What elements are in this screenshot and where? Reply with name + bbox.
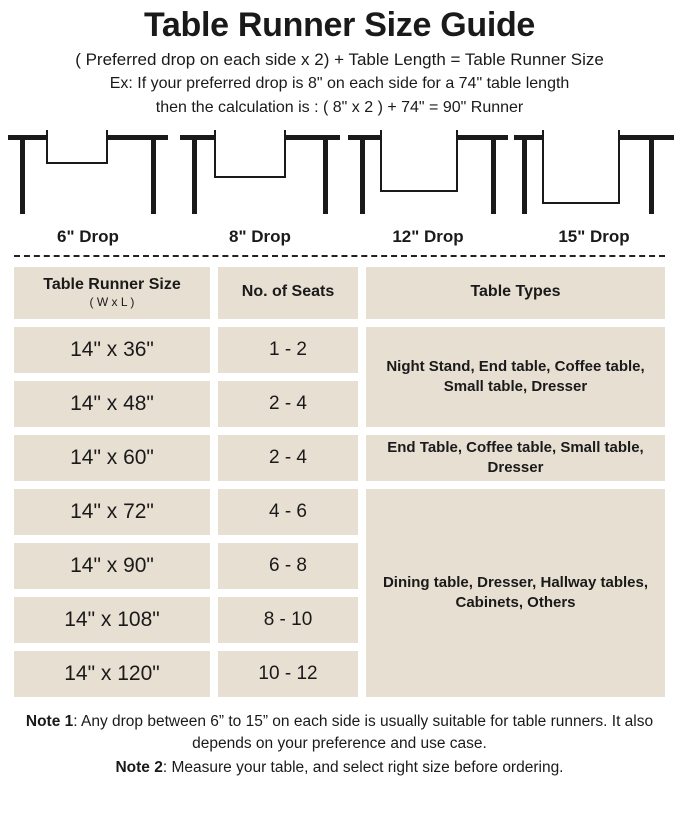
example-line-2: then the calculation is : ( 8" x 2 ) + 74" = 90" Runner bbox=[155, 99, 524, 117]
note-1-label: Note 1 bbox=[25, 712, 74, 730]
page-title: Table Runner Size Guide bbox=[143, 6, 536, 44]
table-row: 6 - 8 bbox=[218, 543, 358, 589]
header-runner-size bbox=[14, 267, 210, 319]
table-row: 8 - 10 bbox=[218, 597, 358, 643]
example-line-1: Ex: If your preferred drop is 8" on each side for a 74" table length bbox=[109, 75, 570, 93]
drop-illustration-8 bbox=[180, 127, 340, 246]
table-leg-right bbox=[323, 140, 328, 214]
size-table bbox=[14, 267, 665, 705]
formula-text: ( Preferred drop on each side x 2) + Table Length = Table Runner Size bbox=[75, 50, 604, 70]
note-1-text: : Any drop between 6” to 15” on each side is usually suitable for table runners. It also depends on your preference and use case. bbox=[73, 712, 654, 752]
column-table-types bbox=[366, 267, 665, 705]
table-row: 14" x 48" bbox=[14, 381, 210, 427]
table-row: 14" x 72" bbox=[14, 489, 210, 535]
header-runner-size-sub: ( W x L ) bbox=[89, 294, 135, 309]
table-leg-left bbox=[20, 140, 25, 214]
table-leg-left bbox=[360, 140, 365, 214]
drop-diagram bbox=[0, 127, 679, 257]
note-1 bbox=[14, 711, 665, 755]
note-2 bbox=[14, 757, 665, 779]
divider-dashed bbox=[14, 255, 665, 257]
runner-shape bbox=[380, 130, 458, 192]
drop-label-12: 12" Drop bbox=[392, 226, 464, 246]
column-seats bbox=[218, 267, 358, 705]
header-table-types-label: Table Types bbox=[470, 283, 561, 301]
runner-shape bbox=[46, 130, 108, 164]
table-row: 14" x 108" bbox=[14, 597, 210, 643]
header-table-types bbox=[366, 267, 665, 319]
drop-illustration-12 bbox=[348, 127, 508, 246]
table-leg-left bbox=[522, 140, 527, 214]
note-2-label: Note 2 bbox=[115, 758, 163, 776]
table-leg-right bbox=[491, 140, 496, 214]
table-row: 2 - 4 bbox=[218, 381, 358, 427]
table-row: 14" x 90" bbox=[14, 543, 210, 589]
drop-label-15: 15" Drop bbox=[558, 226, 630, 246]
table-row: 2 - 4 bbox=[218, 435, 358, 481]
table-row: Night Stand, End table, Coffee table, Small table, Dresser bbox=[366, 327, 665, 427]
table-row: 14" x 36" bbox=[14, 327, 210, 373]
column-runner-size bbox=[14, 267, 210, 705]
table-leg-right bbox=[151, 140, 156, 214]
table-row: End Table, Coffee table, Small table, Dresser bbox=[366, 435, 665, 481]
header-runner-size-label: Table Runner Size bbox=[43, 275, 181, 293]
table-row: Dining table, Dresser, Hallway tables, Cabinets, Others bbox=[366, 489, 665, 697]
notes-section bbox=[14, 711, 665, 779]
header-seats bbox=[218, 267, 358, 319]
runner-shape bbox=[542, 130, 620, 204]
drop-label-8: 8" Drop bbox=[229, 226, 291, 246]
note-2-text: : Measure your table, and select right size before ordering. bbox=[162, 758, 564, 776]
table-row: 4 - 6 bbox=[218, 489, 358, 535]
drop-illustration-6 bbox=[8, 127, 168, 246]
table-row: 14" x 60" bbox=[14, 435, 210, 481]
header-seats-label: No. of Seats bbox=[241, 283, 335, 301]
table-row: 1 - 2 bbox=[218, 327, 358, 373]
drop-illustration-15 bbox=[514, 127, 674, 246]
runner-shape bbox=[214, 130, 286, 178]
table-leg-right bbox=[649, 140, 654, 214]
table-row: 10 - 12 bbox=[218, 651, 358, 697]
table-row: 14" x 120" bbox=[14, 651, 210, 697]
table-leg-left bbox=[192, 140, 197, 214]
drop-label-6: 6" Drop bbox=[57, 226, 119, 246]
